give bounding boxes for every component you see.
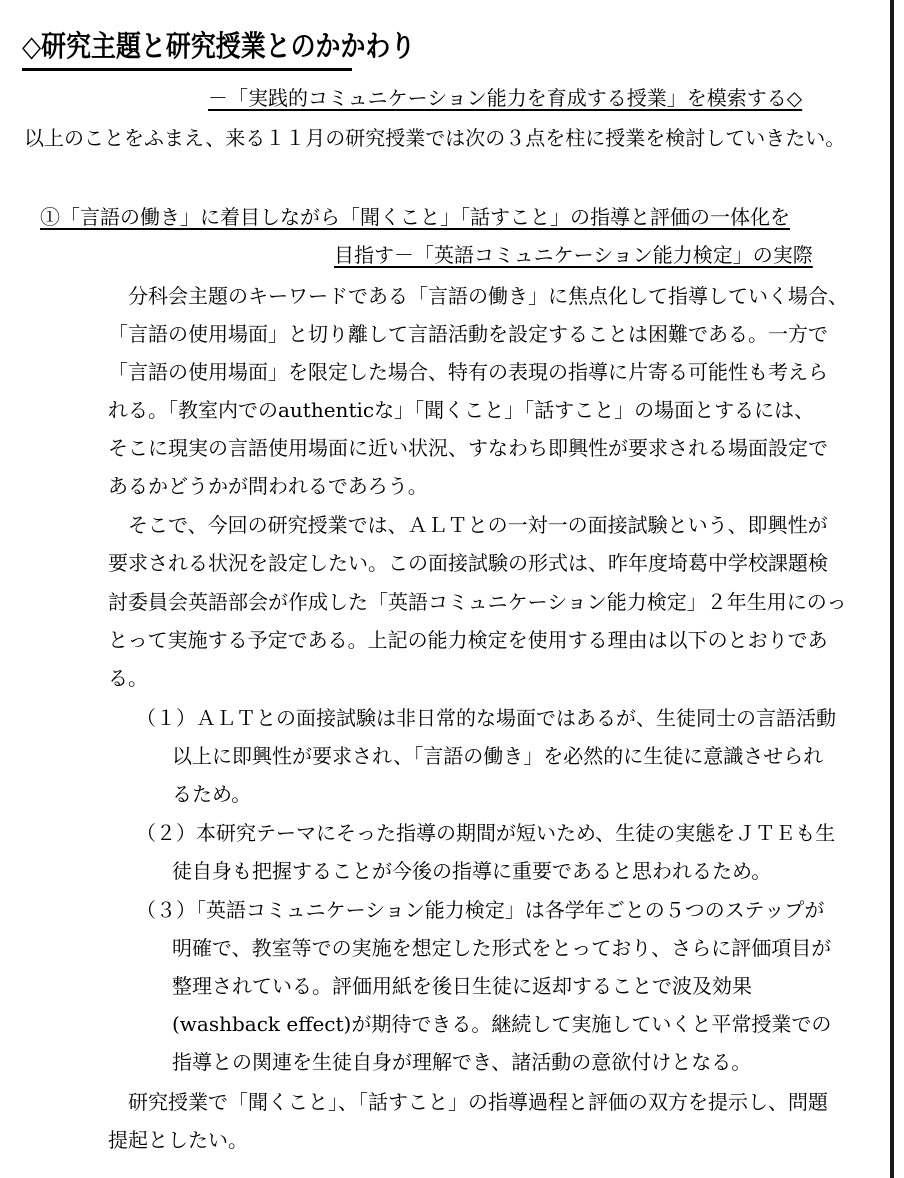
para1-line: 「言語の使用場面」を限定した場合、特有の表現の指導に片寄る可能性も考えら <box>108 360 828 384</box>
para1-line: あるかどうかが問われるであろう。 <box>108 474 428 498</box>
section1-heading-line1: ①「言語の働き」に着目しながら「聞くこと」「話すこと」の指導と評価の一体化を <box>40 205 790 229</box>
reason1-line: 以上に即興性が要求され、「言語の働き」を必然的に生徒に意識させられ <box>172 744 824 768</box>
para2-line: とって実施する予定である。上記の能力検定を使用する理由は以下のとおりであ <box>108 628 828 652</box>
reason2-line: （２）本研究テーマにそった指導の期間が短いため、生徒の実態をＪＴＥも生 <box>136 821 836 845</box>
reason3-line: 整理されている。評価用紙を後日生徒に返却することで波及効果 <box>172 974 752 998</box>
reason1-line: るため。 <box>172 782 252 806</box>
para1-line: 「言語の使用場面」と切り離して言語活動を設定することは困難である。一方で <box>108 322 828 346</box>
reason3-line: 明確で、教室等での実施を想定した形式をとっており、さらに評価項目が <box>172 936 832 960</box>
para2-line: 討委員会英語部会が作成した「英語コミュニケーション能力検定」２年生用にのっ <box>108 590 847 614</box>
reason3-line: 指導との関連を生徒自身が理解でき、諸活動の意欲付けとなる。 <box>172 1050 752 1074</box>
page-title: ◇研究主題と研究授業とのかかわり <box>22 29 416 63</box>
conclusion-line: 研究授業で「聞くこと」、「話すこと」の指導過程と評価の双方を提示し、問題 <box>128 1090 828 1114</box>
para2-line: そこで、今回の研究授業では、ＡＬＴとの一対一の面接試験という、即興性が <box>128 513 828 537</box>
para1-line: れる。「教室内でのauthenticな」「聞くこと」「話すこと」の場面とするには、 <box>108 398 815 422</box>
section1-heading-line2: 目指す－「英語コミュニケーション能力検定」の実際 <box>334 243 813 267</box>
para1-line: 分科会主題のキーワードである「言語の働き」に焦点化して指導していく場合、 <box>128 284 848 308</box>
reason2-line: 徒自身も把握することが今後の指導に重要であると思われるため。 <box>172 859 772 883</box>
intro-text: 以上のことをふまえ、来る１１月の研究授業では次の３点を柱に授業を検討していきたい。 <box>24 126 846 150</box>
scan-right-edge <box>890 0 894 1178</box>
para2-line: る。 <box>108 666 148 690</box>
reason3-line: （３）「英語コミュニケーション能力検定」は各学年ごとの５つのステップが <box>136 898 825 922</box>
para1-line: そこに現実の言語使用場面に近い状況、すなわち即興性が要求される場面設定で <box>108 436 828 460</box>
reason1-line: （１）ＡＬＴとの面接試験は非日常的な場面ではあるが、生徒同士の言語活動 <box>136 706 836 730</box>
title-underline <box>22 68 352 71</box>
reason3-line: (washback effect)が期待できる。継続して実施していくと平常授業での <box>172 1012 832 1036</box>
para2-line: 要求される状況を設定したい。この面接試験の形式は、昨年度埼葛中学校課題検 <box>108 551 828 575</box>
conclusion-line: 提起としたい。 <box>108 1128 248 1152</box>
page-subtitle: －「実践的コミュニケーション能力を育成する授業」を模索する◇ <box>208 86 803 110</box>
